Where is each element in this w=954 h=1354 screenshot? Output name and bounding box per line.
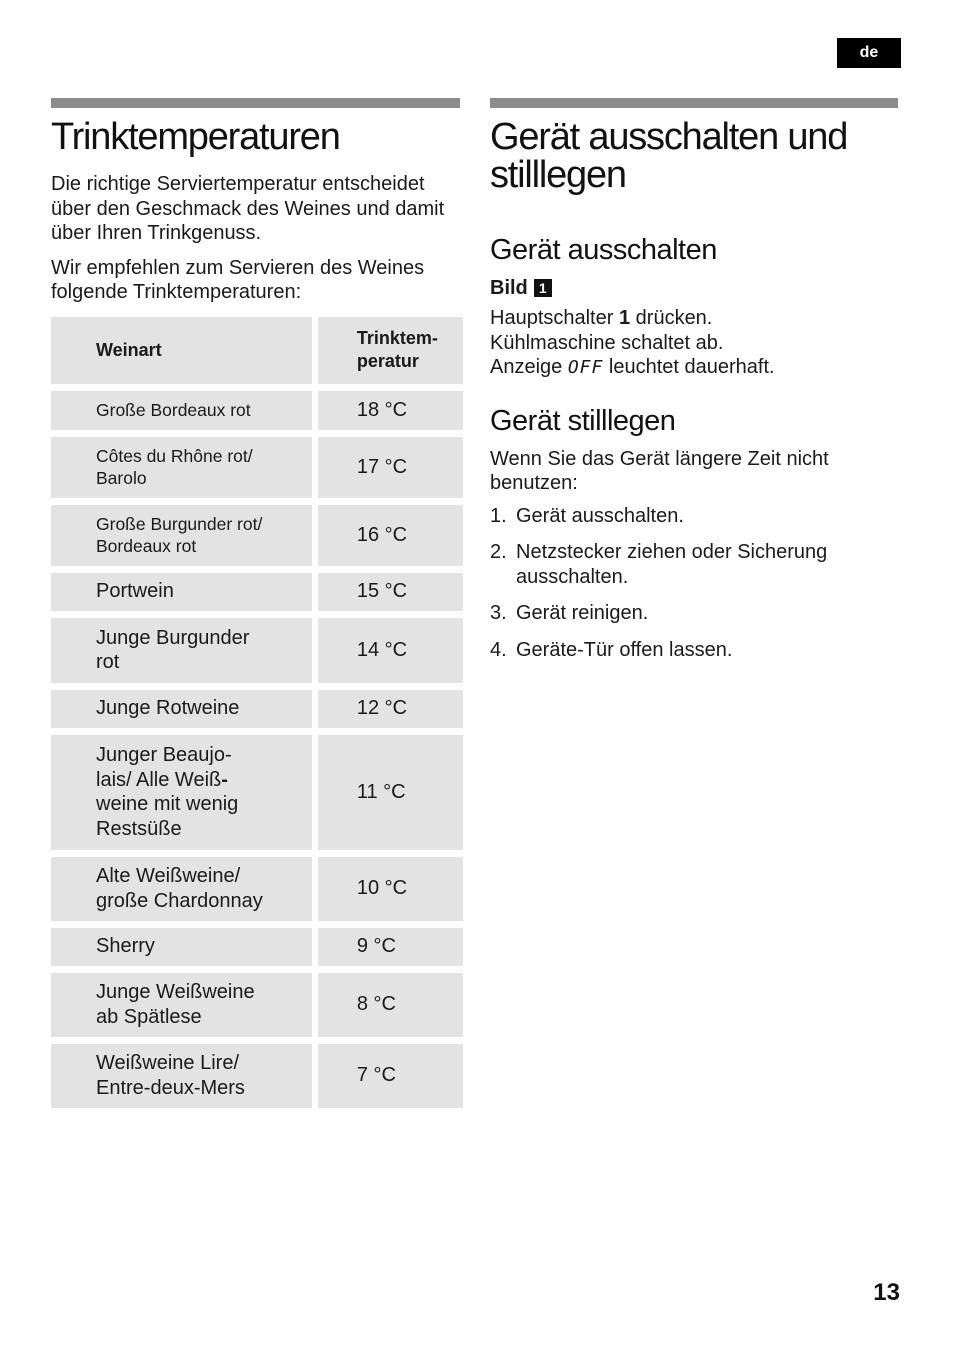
temp-cell: 10 °C [318, 857, 463, 921]
text-suffix: leuchtet dauerhaft. [608, 356, 775, 378]
wine-cell: Portwein [51, 573, 312, 611]
temp-cell: 11 °C [318, 735, 463, 850]
wine-cell: Junge Rotweine [51, 690, 312, 728]
step-number: 4. [490, 638, 507, 661]
step-number: 3. [490, 602, 507, 624]
table-row [51, 928, 463, 966]
text-suffix: drücken. [635, 307, 713, 329]
step-text: Netzstecker ziehen oder Sicherung ausschalten. [516, 541, 828, 588]
text-prefix: Hauptschalter [490, 307, 614, 329]
figure-reference [490, 276, 902, 300]
step-text: Geräte-Tür offen lassen. [516, 638, 733, 661]
temp-cell: 16 °C [318, 505, 463, 566]
instruction-display [490, 355, 902, 381]
temp-cell: 17 °C [318, 437, 463, 498]
table-row [51, 505, 463, 566]
temp-cell: 14 °C [318, 618, 463, 683]
temp-cell: 7 °C [318, 1044, 463, 1108]
table-row [51, 973, 463, 1037]
table-row [51, 1044, 463, 1108]
display-off-symbol: OFF [567, 357, 604, 378]
section-rule-right [490, 98, 898, 108]
wine-cell: Große Bordeaux rot [51, 391, 312, 430]
wine-cell: Junger Beaujo- lais/ Alle Weiß- weine mit wenig Restsüße [51, 735, 312, 850]
temp-cell: 18 °C [318, 391, 463, 430]
title-trinktemperaturen: Trinktemperaturen [51, 116, 340, 158]
bild-label: Bild [490, 277, 528, 299]
table-row [51, 735, 463, 850]
table-row [51, 690, 463, 728]
table-row [51, 857, 463, 921]
header-weinart: Weinart [51, 317, 312, 384]
wine-cell: Junge Burgunder rot [51, 618, 312, 683]
temp-cell: 12 °C [318, 690, 463, 728]
step-number: 2. [490, 541, 507, 563]
instruction-cooling-off: Kühlmaschine schaltet ab. [490, 331, 724, 354]
temperature-table [45, 310, 469, 1115]
intro-paragraph-2: Wir empfehlen zum Servieren des Weines folgende Trinktemperaturen: [51, 256, 425, 303]
step-number: 1. [490, 504, 507, 527]
table-row [51, 437, 463, 498]
wine-cell: Alte Weißweine/ große Chardonnay [51, 857, 312, 921]
wine-cell: Große Burgunder rot/ Bordeaux rot [51, 505, 312, 566]
right-column [490, 114, 902, 674]
section-rule-left [51, 98, 460, 108]
left-column [51, 114, 463, 1115]
list-item [490, 504, 902, 529]
figure-number-badge: 1 [534, 279, 552, 297]
language-badge: de [837, 38, 901, 68]
temp-cell: 8 °C [318, 973, 463, 1037]
temp-cell: 9 °C [318, 928, 463, 966]
wine-cell: Junge Weißweine ab Spätlese [51, 973, 312, 1037]
wine-cell: Côtes du Rhône rot/ Barolo [51, 437, 312, 498]
list-item [490, 540, 902, 589]
table-header-row [51, 317, 463, 384]
header-trinktemperatur: Trinktem- peratur [318, 317, 463, 384]
table-row [51, 573, 463, 611]
text-prefix: Anzeige [490, 356, 563, 378]
list-item [490, 601, 902, 626]
heading-geraet-stilllegen: Gerät stilllegen [490, 404, 676, 437]
step-text: Gerät reinigen. [516, 602, 649, 624]
instruction-main-switch [490, 306, 902, 331]
stilllegen-intro: Wenn Sie das Gerät längere Zeit nicht benutzen: [490, 447, 829, 494]
table-row [51, 618, 463, 683]
table-row [51, 391, 463, 430]
switch-number: 1 [618, 307, 631, 329]
wine-cell: Sherry [51, 928, 312, 966]
temp-cell: 15 °C [318, 573, 463, 611]
heading-geraet-ausschalten: Gerät ausschalten [490, 234, 717, 266]
wine-cell: Weißweine Lire/ Entre-deux-Mers [51, 1044, 312, 1108]
page-number: 13 [873, 1279, 900, 1306]
title-geraet-ausschalten-stilllegen: Gerät ausschalten und stilllegen [490, 116, 848, 196]
steps-list [490, 504, 902, 663]
intro-paragraph-1: Die richtige Serviertemperatur entscheidet über den Geschmack des Weines und damit über Ihren Trinkgenuss. [51, 173, 445, 244]
list-item [490, 638, 902, 663]
step-text: Gerät ausschalten. [516, 504, 684, 527]
